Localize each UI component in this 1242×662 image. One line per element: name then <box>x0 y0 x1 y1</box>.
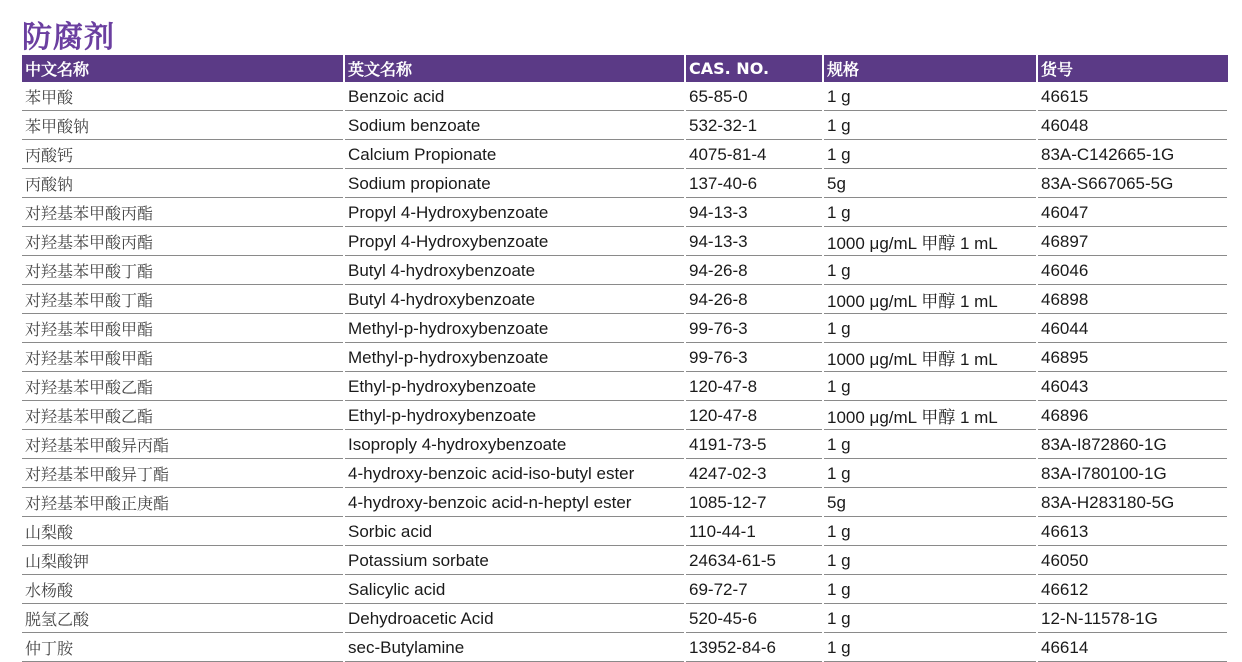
cell-catalog-number: 46048 <box>1037 111 1228 140</box>
cell-english-name: Propyl 4-Hydroxybenzoate <box>344 227 685 256</box>
header-chinese-name: 中文名称 <box>22 55 344 82</box>
table-row <box>22 372 1228 401</box>
cell-cas-no: 69-72-7 <box>685 575 823 604</box>
cell-catalog-number: 46043 <box>1037 372 1228 401</box>
cell-cas-no: 13952-84-6 <box>685 633 823 662</box>
table-body <box>22 82 1228 662</box>
cell-catalog-number: 12-N-11578-1G <box>1037 604 1228 633</box>
cell-specification: 1000 μg/mL 甲醇 1 mL <box>823 401 1037 430</box>
table-row <box>22 198 1228 227</box>
cell-english-name: 4-hydroxy-benzoic acid-iso-butyl ester <box>344 459 685 488</box>
cell-english-name: sec-Butylamine <box>344 633 685 662</box>
cell-catalog-number: 46046 <box>1037 256 1228 285</box>
product-table <box>22 55 1229 662</box>
cell-catalog-number: 83A-I780100-1G <box>1037 459 1228 488</box>
cell-english-name: Ethyl-p-hydroxybenzoate <box>344 401 685 430</box>
cell-english-name: Calcium Propionate <box>344 140 685 169</box>
cell-chinese-name: 对羟基苯甲酸丁酯 <box>22 256 344 285</box>
table-row <box>22 517 1228 546</box>
cell-english-name: Butyl 4-hydroxybenzoate <box>344 285 685 314</box>
header-english-name: 英文名称 <box>344 55 685 82</box>
cell-chinese-name: 对羟基苯甲酸正庚酯 <box>22 488 344 517</box>
cell-catalog-number: 46896 <box>1037 401 1228 430</box>
header-catalog-number: 货号 <box>1037 55 1228 82</box>
cell-cas-no: 120-47-8 <box>685 372 823 401</box>
cell-catalog-number: 46044 <box>1037 314 1228 343</box>
cell-specification: 1 g <box>823 256 1037 285</box>
cell-cas-no: 137-40-6 <box>685 169 823 198</box>
cell-cas-no: 110-44-1 <box>685 517 823 546</box>
cell-specification: 1000 μg/mL 甲醇 1 mL <box>823 285 1037 314</box>
cell-specification: 5g <box>823 169 1037 198</box>
cell-catalog-number: 83A-S667065-5G <box>1037 169 1228 198</box>
cell-catalog-number: 46612 <box>1037 575 1228 604</box>
cell-cas-no: 94-13-3 <box>685 227 823 256</box>
cell-catalog-number: 46047 <box>1037 198 1228 227</box>
table-row <box>22 546 1228 575</box>
cell-cas-no: 4191-73-5 <box>685 430 823 459</box>
cell-chinese-name: 对羟基苯甲酸丁酯 <box>22 285 344 314</box>
cell-specification: 1000 μg/mL 甲醇 1 mL <box>823 227 1037 256</box>
table-row <box>22 604 1228 633</box>
cell-english-name: Methyl-p-hydroxybenzoate <box>344 314 685 343</box>
table-row <box>22 575 1228 604</box>
cell-catalog-number: 46614 <box>1037 633 1228 662</box>
cell-cas-no: 1085-12-7 <box>685 488 823 517</box>
header-specification: 规格 <box>823 55 1037 82</box>
cell-english-name: Sodium benzoate <box>344 111 685 140</box>
cell-english-name: Propyl 4-Hydroxybenzoate <box>344 198 685 227</box>
cell-chinese-name: 对羟基苯甲酸异丁酯 <box>22 459 344 488</box>
cell-specification: 1 g <box>823 82 1037 111</box>
table-row <box>22 430 1228 459</box>
cell-specification: 1000 μg/mL 甲醇 1 mL <box>823 343 1037 372</box>
cell-chinese-name: 对羟基苯甲酸丙酯 <box>22 198 344 227</box>
page-title: 防腐剂 <box>22 20 115 55</box>
cell-catalog-number: 46897 <box>1037 227 1228 256</box>
table-row <box>22 633 1228 662</box>
cell-catalog-number: 83A-I872860-1G <box>1037 430 1228 459</box>
cell-cas-no: 99-76-3 <box>685 343 823 372</box>
cell-catalog-number: 46615 <box>1037 82 1228 111</box>
cell-catalog-number: 83A-H283180-5G <box>1037 488 1228 517</box>
table-row <box>22 314 1228 343</box>
table-row <box>22 459 1228 488</box>
table-row <box>22 401 1228 430</box>
cell-specification: 1 g <box>823 198 1037 227</box>
cell-cas-no: 520-45-6 <box>685 604 823 633</box>
cell-chinese-name: 对羟基苯甲酸丙酯 <box>22 227 344 256</box>
cell-cas-no: 94-26-8 <box>685 256 823 285</box>
cell-chinese-name: 水杨酸 <box>22 575 344 604</box>
cell-specification: 1 g <box>823 459 1037 488</box>
table-row <box>22 140 1228 169</box>
cell-specification: 5g <box>823 488 1037 517</box>
cell-cas-no: 99-76-3 <box>685 314 823 343</box>
cell-cas-no: 65-85-0 <box>685 82 823 111</box>
cell-chinese-name: 对羟基苯甲酸甲酯 <box>22 314 344 343</box>
cell-specification: 1 g <box>823 111 1037 140</box>
table-row <box>22 227 1228 256</box>
cell-catalog-number: 46050 <box>1037 546 1228 575</box>
cell-chinese-name: 脱氢乙酸 <box>22 604 344 633</box>
table-row <box>22 343 1228 372</box>
cell-english-name: Methyl-p-hydroxybenzoate <box>344 343 685 372</box>
cell-cas-no: 4247-02-3 <box>685 459 823 488</box>
cell-chinese-name: 丙酸钙 <box>22 140 344 169</box>
cell-catalog-number: 46895 <box>1037 343 1228 372</box>
cell-specification: 1 g <box>823 517 1037 546</box>
cell-cas-no: 24634-61-5 <box>685 546 823 575</box>
cell-chinese-name: 对羟基苯甲酸甲酯 <box>22 343 344 372</box>
cell-english-name: Benzoic acid <box>344 82 685 111</box>
cell-english-name: Sodium propionate <box>344 169 685 198</box>
cell-chinese-name: 对羟基苯甲酸乙酯 <box>22 372 344 401</box>
cell-specification: 1 g <box>823 604 1037 633</box>
cell-catalog-number: 46613 <box>1037 517 1228 546</box>
cell-specification: 1 g <box>823 314 1037 343</box>
table-row <box>22 111 1228 140</box>
table-row <box>22 256 1228 285</box>
cell-english-name: Butyl 4-hydroxybenzoate <box>344 256 685 285</box>
cell-specification: 1 g <box>823 575 1037 604</box>
cell-chinese-name: 仲丁胺 <box>22 633 344 662</box>
cell-chinese-name: 对羟基苯甲酸异丙酯 <box>22 430 344 459</box>
cell-specification: 1 g <box>823 633 1037 662</box>
cell-catalog-number: 83A-C142665-1G <box>1037 140 1228 169</box>
cell-english-name: Dehydroacetic Acid <box>344 604 685 633</box>
cell-specification: 1 g <box>823 430 1037 459</box>
cell-chinese-name: 山梨酸钾 <box>22 546 344 575</box>
cell-english-name: 4-hydroxy-benzoic acid-n-heptyl ester <box>344 488 685 517</box>
cell-specification: 1 g <box>823 372 1037 401</box>
cell-catalog-number: 46898 <box>1037 285 1228 314</box>
cell-english-name: Isoproply 4-hydroxybenzoate <box>344 430 685 459</box>
cell-cas-no: 120-47-8 <box>685 401 823 430</box>
cell-specification: 1 g <box>823 546 1037 575</box>
table-row <box>22 82 1228 111</box>
cell-specification: 1 g <box>823 140 1037 169</box>
table-row <box>22 169 1228 198</box>
table-header-row <box>22 55 1228 82</box>
cell-chinese-name: 苯甲酸钠 <box>22 111 344 140</box>
cell-cas-no: 94-13-3 <box>685 198 823 227</box>
cell-english-name: Ethyl-p-hydroxybenzoate <box>344 372 685 401</box>
cell-cas-no: 532-32-1 <box>685 111 823 140</box>
cell-chinese-name: 丙酸钠 <box>22 169 344 198</box>
cell-english-name: Potassium sorbate <box>344 546 685 575</box>
cell-english-name: Sorbic acid <box>344 517 685 546</box>
cell-english-name: Salicylic acid <box>344 575 685 604</box>
cell-chinese-name: 对羟基苯甲酸乙酯 <box>22 401 344 430</box>
table-row <box>22 488 1228 517</box>
table-row <box>22 285 1228 314</box>
cell-cas-no: 4075-81-4 <box>685 140 823 169</box>
cell-chinese-name: 山梨酸 <box>22 517 344 546</box>
header-cas-no: CAS. NO. <box>685 55 823 82</box>
cell-cas-no: 94-26-8 <box>685 285 823 314</box>
cell-chinese-name: 苯甲酸 <box>22 82 344 111</box>
